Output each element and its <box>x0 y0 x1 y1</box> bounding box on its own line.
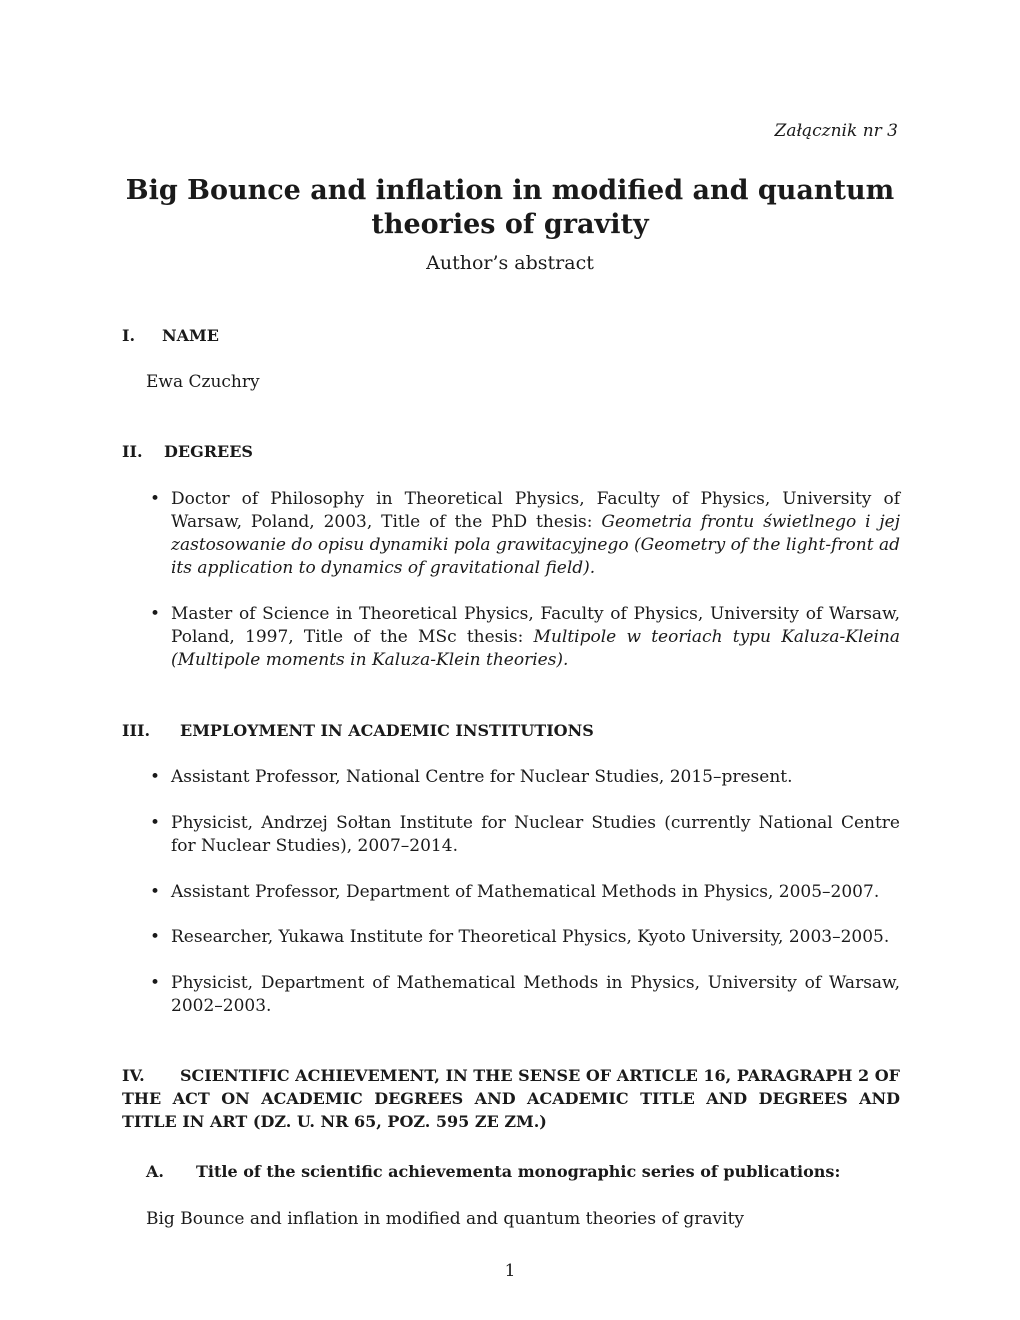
author-name: Ewa Czuchry <box>146 372 260 392</box>
thesis-title: Geometria frontu świetlnego i jej zastosowanie do opisu dynamiki pola grawitacyjnego (Geometry of the light-front ad its application to dynamics of gravitational field). <box>171 512 900 578</box>
employment-text: Physicist, Department of Mathematical Methods in Physics, University of Warsaw, 2002–2003. <box>171 973 900 1016</box>
section-heading-name <box>122 324 900 347</box>
document-subtitle: Author’s abstract <box>426 252 594 274</box>
page-number: 1 <box>504 1261 516 1281</box>
employment-list <box>146 812 900 858</box>
bullet-icon: • <box>150 767 161 787</box>
section-number: I. <box>122 326 136 345</box>
section-heading-achievement <box>122 1064 900 1133</box>
degree-text: Master of Science in Theoretical Physics, Faculty of Physics, University of Warsaw, Poland, 1997, Title of the MSc thesis: <box>171 604 900 647</box>
employment-text: Researcher, Yukawa Institute for Theoretical Physics, Kyoto University, 2003–2005. <box>171 927 890 947</box>
title-line-2: theories of gravity <box>371 209 649 240</box>
employment-list <box>146 766 900 789</box>
subsection-title: Title of the scientific achievementa monographic series of publications: <box>196 1162 841 1181</box>
bullet-icon: • <box>150 604 161 624</box>
annex-label: Załącznik nr 3 <box>774 121 898 141</box>
section-number: II. <box>122 442 143 461</box>
degrees-list <box>146 488 900 580</box>
section-heading-employment <box>122 719 900 742</box>
list-item <box>146 812 900 858</box>
bullet-icon: • <box>150 927 161 947</box>
section-title: DEGREES <box>164 442 253 461</box>
employment-text: Assistant Professor, National Centre for Nuclear Studies, 2015–present. <box>171 767 793 787</box>
section-title: SCIENTIFIC ACHIEVEMENT, IN THE SENSE OF ARTICLE 16, PARAGRAPH 2 OF THE ACT ON ACADEMIC DEGREES AND ACADEMIC TITLE AND DEGREES AND TITLE IN ART (DZ. U. NR 65, POZ. 595 ZE ZM.) <box>122 1066 900 1131</box>
section-number: IV. <box>122 1066 145 1085</box>
section-title: NAME <box>162 326 219 345</box>
list-item <box>146 926 900 949</box>
bullet-icon: • <box>150 882 161 902</box>
degree-text: Doctor of Philosophy in Theoretical Physics, Faculty of Physics, University of Warsaw, Poland, 2003, Title of the PhD thesis: <box>171 489 900 532</box>
bullet-icon: • <box>150 813 161 833</box>
employment-text: Assistant Professor, Department of Mathematical Methods in Physics, 2005–2007. <box>171 882 880 902</box>
list-item <box>146 488 900 580</box>
section-heading-degrees <box>122 440 900 463</box>
section-number: III. <box>122 721 151 740</box>
title-line-1: Big Bounce and inflation in modified and quantum <box>125 175 895 206</box>
subsection-heading <box>146 1162 900 1181</box>
subsection-number: A. <box>146 1162 164 1181</box>
list-item <box>146 603 900 672</box>
achievement-title: Big Bounce and inflation in modified and quantum theories of gravity <box>146 1209 745 1229</box>
employment-list <box>146 926 900 949</box>
thesis-title: Multipole w teoriach typu Kaluza-Kleina (Multipole moments in Kaluza-Klein theories). <box>171 627 901 670</box>
list-item <box>146 972 900 1018</box>
document-title <box>0 174 1020 242</box>
degrees-list <box>146 603 900 672</box>
list-item <box>146 766 900 789</box>
bullet-icon: • <box>150 973 161 993</box>
employment-list <box>146 972 900 1018</box>
employment-text: Physicist, Andrzej Sołtan Institute for Nuclear Studies (currently National Centre for Nuclear Studies), 2007–2014. <box>171 813 900 856</box>
bullet-icon: • <box>150 489 161 509</box>
section-title: EMPLOYMENT IN ACADEMIC INSTITUTIONS <box>180 721 594 740</box>
employment-list <box>146 881 900 904</box>
list-item <box>146 881 900 904</box>
